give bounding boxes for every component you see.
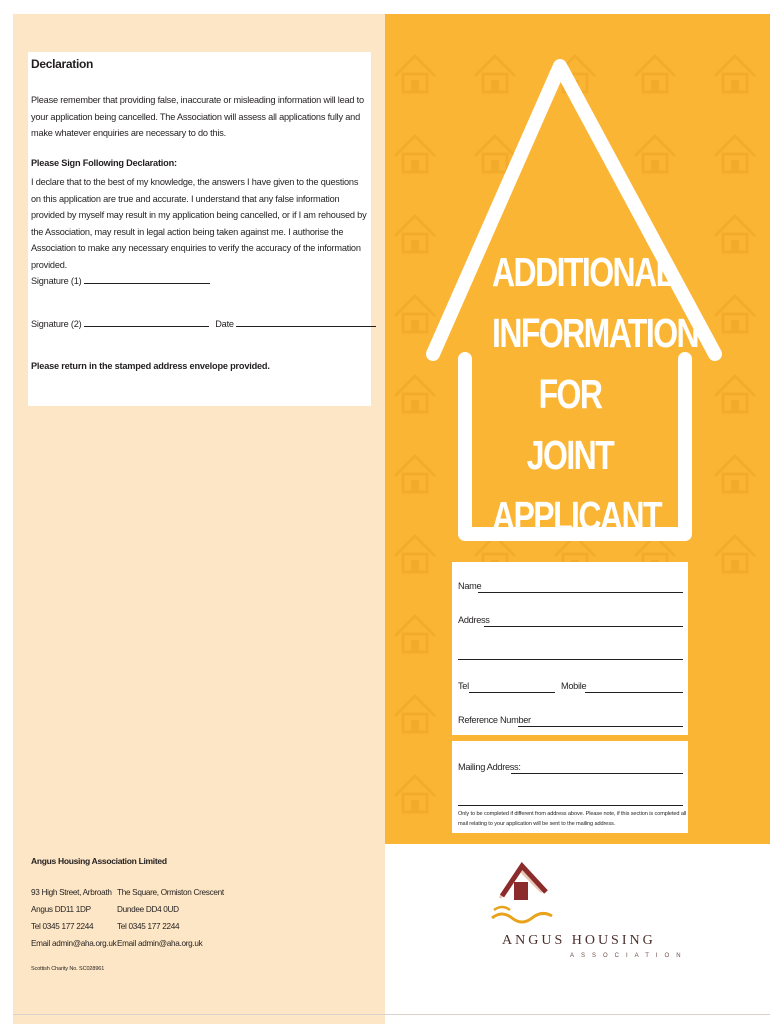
name-label: Name	[458, 581, 482, 591]
declaration-title: Declaration	[31, 57, 94, 71]
signature-1-label: Signature (1)	[31, 276, 82, 286]
tel-field[interactable]	[469, 692, 555, 693]
office-dundee	[117, 884, 224, 952]
mailing-note: Only to be completed if different from address above. Please note, if this section is completed all mail relating to your application will be sent to the mailing address.	[458, 811, 687, 827]
mailing-label: Mailing Address:	[458, 762, 521, 772]
charity-number: Scottish Charity No. SC028961	[31, 966, 105, 972]
declaration-warning: Please remember that providing false, inaccurate or misleading information will lead to your application being cancelled. The Association will assess all applications fully and make whatever enquiries are necessary to do this.	[31, 95, 364, 138]
mobile-label: Mobile	[561, 681, 587, 691]
address-label: Address	[458, 615, 490, 625]
logo-subtitle: ASSOCIATION	[570, 953, 688, 959]
office-2-tel: Tel 0345 177 2244	[117, 922, 180, 931]
tel-label: Tel	[458, 681, 469, 691]
organisation-name: Angus Housing Association Limited	[31, 856, 167, 866]
cover-title-line1: ADDITIONAL	[492, 249, 674, 295]
logo-name: ANGUS HOUSING	[502, 933, 656, 948]
reference-label: Reference Number	[458, 715, 531, 725]
office-2-line2: Dundee DD4 0UD	[117, 905, 179, 914]
office-2-email[interactable]: Email admin@aha.org.uk	[117, 939, 203, 948]
signature-1-row	[31, 274, 210, 286]
date-field[interactable]	[236, 317, 376, 327]
angus-housing-logo-icon	[490, 862, 560, 924]
signature-2-field[interactable]	[84, 317, 209, 327]
signature-2-label: Signature (2)	[31, 319, 82, 329]
office-1-email[interactable]: Email admin@aha.org.uk	[31, 939, 117, 948]
office-1-line2: Angus DD11 1DP	[31, 905, 91, 914]
declaration-subheading: Please Sign Following Declaration:	[31, 158, 177, 168]
office-arbroath	[31, 884, 116, 952]
office-1-line1: 93 High Street, Arbroath	[31, 888, 112, 897]
signature-1-field[interactable]	[84, 274, 210, 284]
declaration-statement: I declare that to the best of my knowledge, the answers I have given to the questions on this application are true and accurate. I understand that any false information provided by myself may result in my application being cancelled, or if I am rehoused by the Association, may result in legal action being taken against me. I authorise the Association to make any necessary enquiries to verify the accuracy of the information provided.	[31, 177, 367, 270]
cover-title-line3: FOR JOINT	[526, 371, 614, 478]
cover-title	[492, 242, 699, 547]
reference-field[interactable]	[518, 726, 683, 727]
address-field-1[interactable]	[484, 626, 683, 627]
applicant-details-box	[452, 562, 688, 735]
office-1-tel: Tel 0345 177 2244	[31, 922, 94, 931]
mobile-field[interactable]	[585, 692, 683, 693]
office-2-line1: The Square, Ormiston Crescent	[117, 888, 224, 897]
bottom-edge	[13, 1014, 770, 1015]
return-note: Please return in the stamped address envelope provided.	[31, 361, 270, 371]
cover-title-line2: INFORMATION	[492, 310, 699, 356]
cover-title-line4: APPLICANT	[492, 493, 661, 539]
signature-2-row	[31, 317, 376, 329]
date-label: Date	[215, 319, 234, 329]
address-field-2[interactable]	[458, 659, 683, 660]
mailing-field-1[interactable]	[511, 773, 683, 774]
name-field[interactable]	[478, 592, 683, 593]
mailing-field-2[interactable]	[458, 805, 683, 806]
